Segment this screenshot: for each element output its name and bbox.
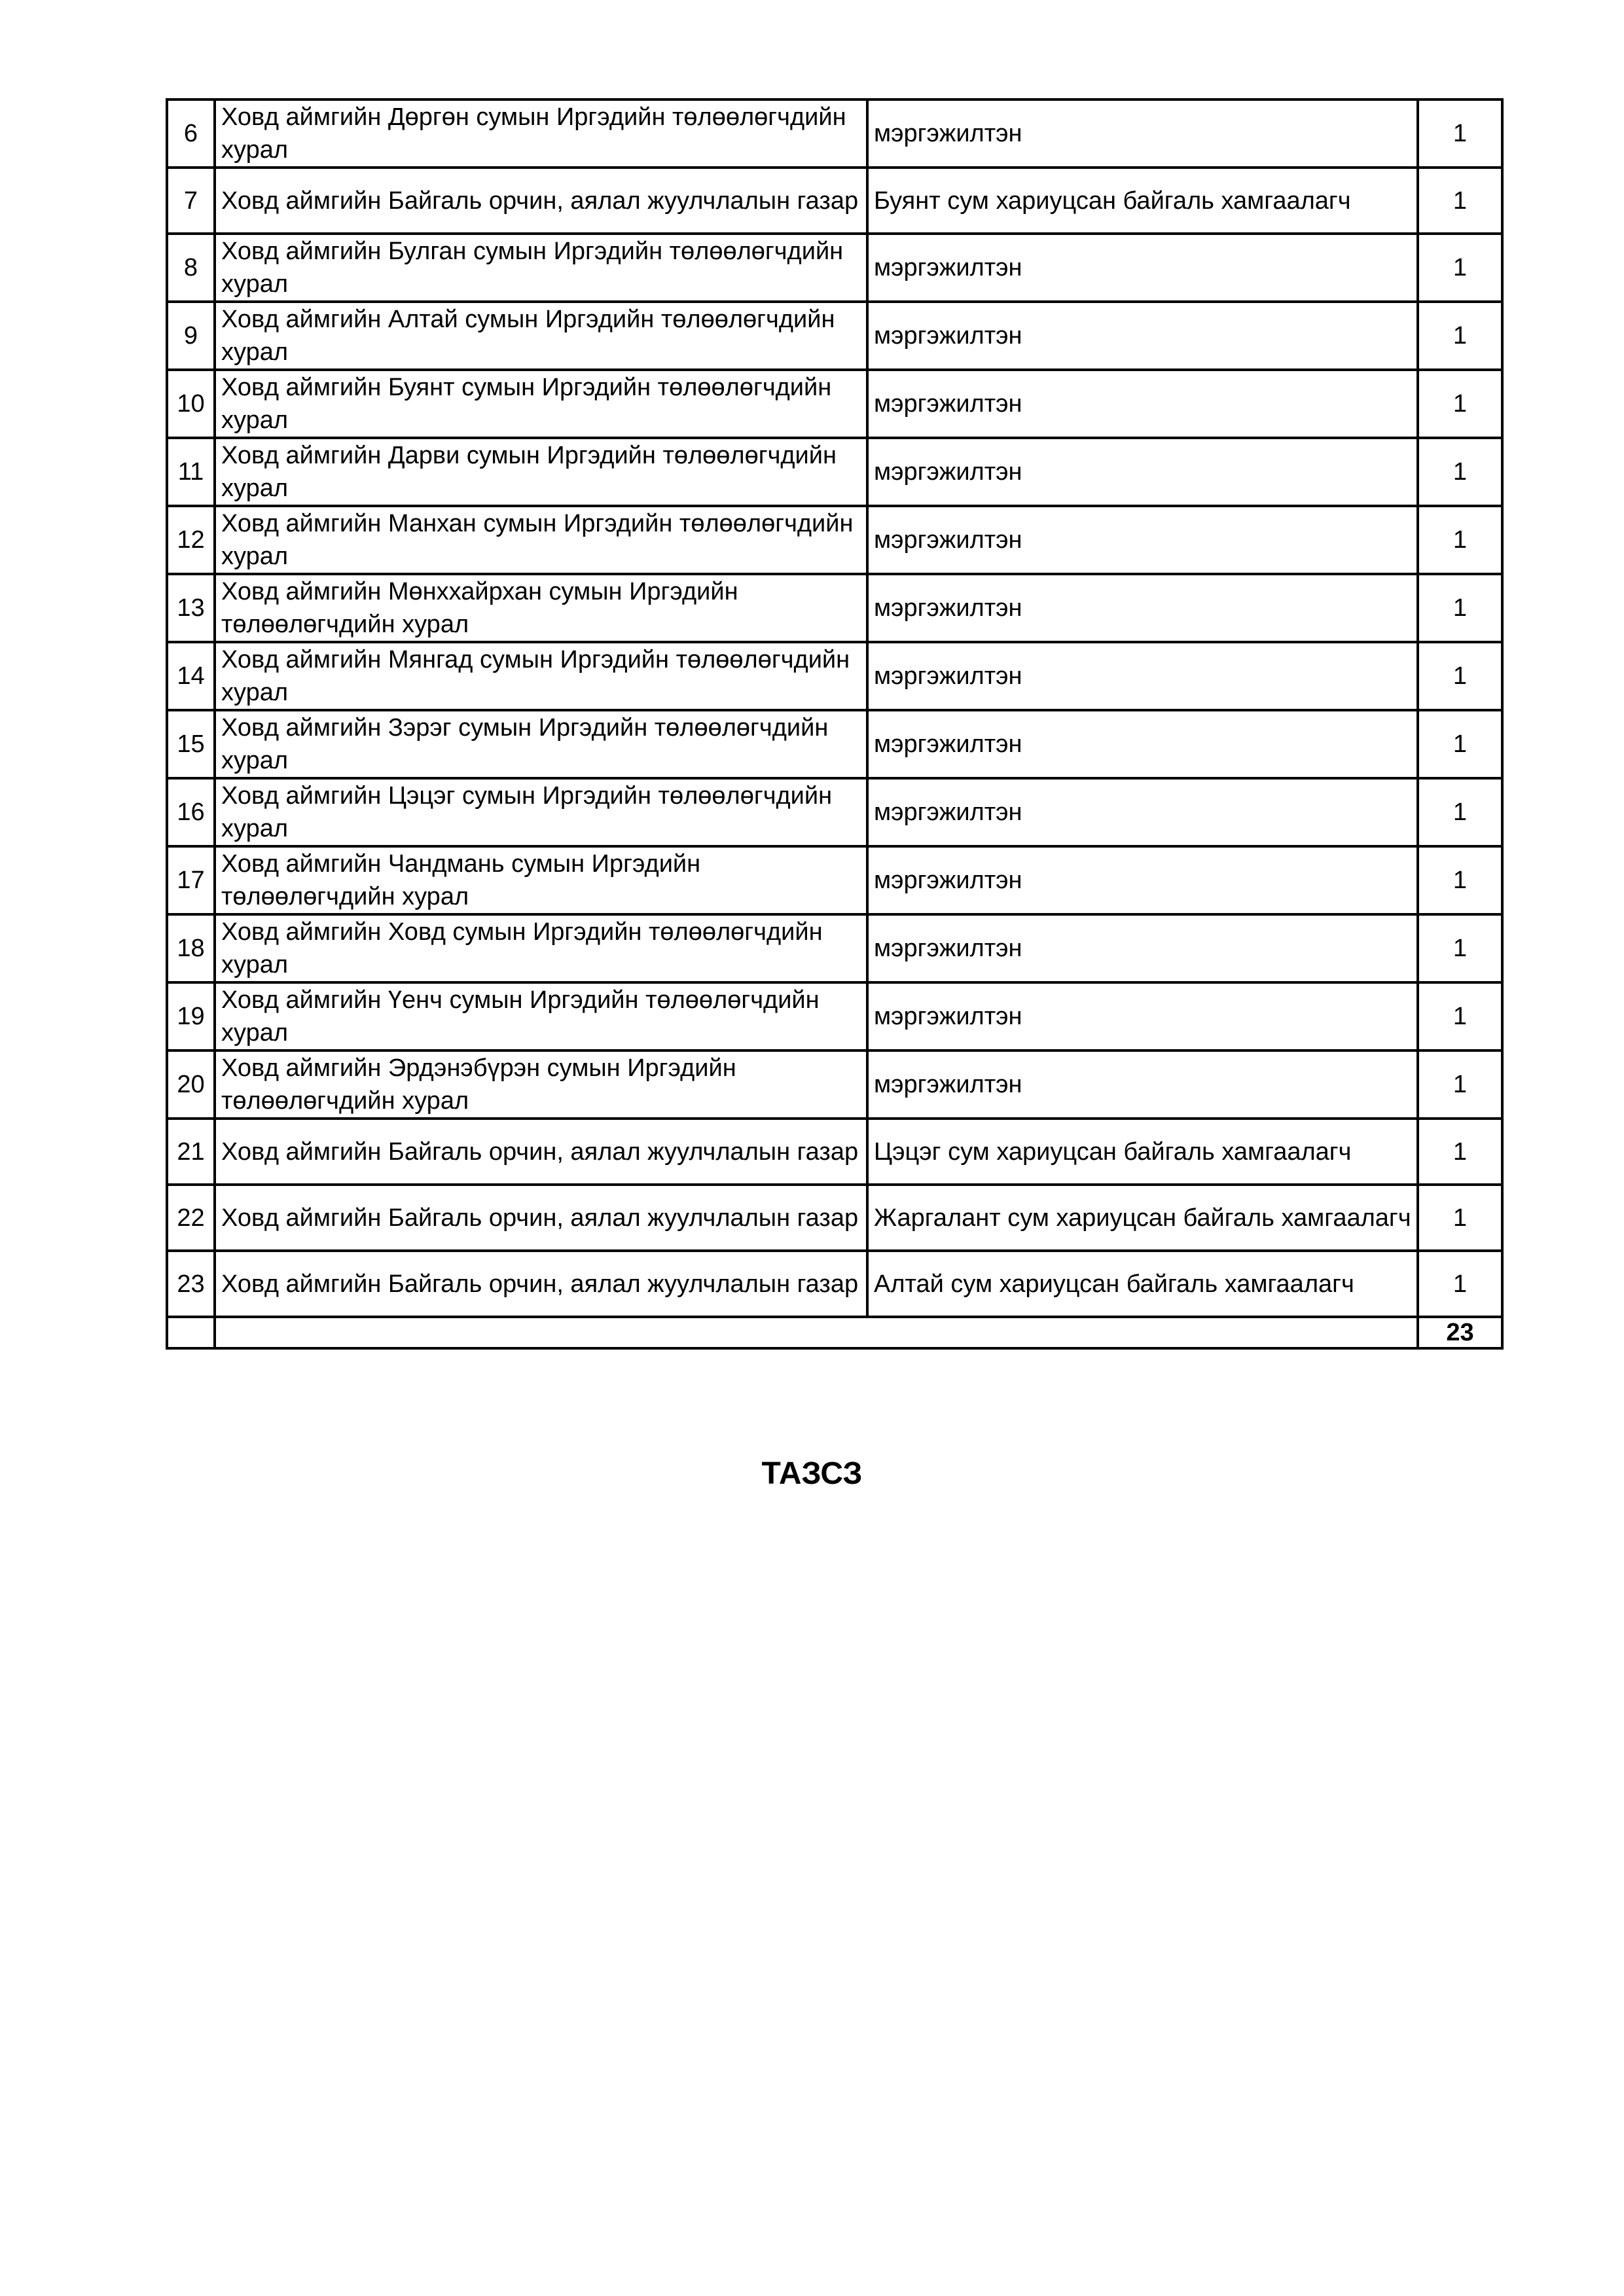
position-title: Жаргалант сум хариуцсан байгаль хамгаалагч bbox=[867, 1185, 1418, 1251]
position-count: 1 bbox=[1418, 438, 1502, 506]
position-count: 1 bbox=[1418, 168, 1502, 234]
table-row bbox=[167, 234, 1502, 302]
table-row bbox=[167, 778, 1502, 846]
organization-name: Ховд аймгийн Манхан сумын Иргэдийн төлөөлөгчдийн хурал bbox=[215, 506, 867, 574]
table-row bbox=[167, 914, 1502, 982]
table-row bbox=[167, 710, 1502, 778]
position-title: мэргэжилтэн bbox=[867, 914, 1418, 982]
position-count: 1 bbox=[1418, 302, 1502, 370]
position-title: Алтай сум хариуцсан байгаль хамгаалагч bbox=[867, 1251, 1418, 1317]
table-row bbox=[167, 99, 1502, 168]
organization-name: Ховд аймгийн Зэрэг сумын Иргэдийн төлөөлөгчдийн хурал bbox=[215, 710, 867, 778]
row-number: 21 bbox=[167, 1119, 215, 1185]
table-row bbox=[167, 168, 1502, 234]
position-count: 1 bbox=[1418, 1119, 1502, 1185]
row-number: 7 bbox=[167, 168, 215, 234]
positions-table bbox=[166, 98, 1504, 1350]
organization-name: Ховд аймгийн Дарви сумын Иргэдийн төлөөлөгчдийн хурал bbox=[215, 438, 867, 506]
total-row bbox=[167, 1317, 1502, 1348]
position-title: мэргэжилтэн bbox=[867, 99, 1418, 168]
document-abbreviation: ТАЗСЗ bbox=[761, 1456, 863, 1491]
position-count: 1 bbox=[1418, 642, 1502, 710]
table-row bbox=[167, 574, 1502, 642]
organization-name: Ховд аймгийн Байгаль орчин, аялал жуулчлалын газар bbox=[215, 1251, 867, 1317]
position-count: 1 bbox=[1418, 574, 1502, 642]
position-count: 1 bbox=[1418, 1050, 1502, 1119]
position-title: мэргэжилтэн bbox=[867, 982, 1418, 1050]
position-count: 1 bbox=[1418, 99, 1502, 168]
position-title: мэргэжилтэн bbox=[867, 642, 1418, 710]
total-empty-cell bbox=[167, 1317, 215, 1348]
organization-name: Ховд аймгийн Цэцэг сумын Иргэдийн төлөөлөгчдийн хурал bbox=[215, 778, 867, 846]
total-count: 23 bbox=[1418, 1317, 1502, 1348]
organization-name: Ховд аймгийн Үенч сумын Иргэдийн төлөөлөгчдийн хурал bbox=[215, 982, 867, 1050]
position-count: 1 bbox=[1418, 370, 1502, 438]
organization-name: Ховд аймгийн Булган сумын Иргэдийн төлөөлөгчдийн хурал bbox=[215, 234, 867, 302]
position-title: мэргэжилтэн bbox=[867, 506, 1418, 574]
position-title: Цэцэг сум хариуцсан байгаль хамгаалагч bbox=[867, 1119, 1418, 1185]
position-count: 1 bbox=[1418, 1251, 1502, 1317]
table-row bbox=[167, 506, 1502, 574]
position-title: мэргэжилтэн bbox=[867, 710, 1418, 778]
position-title: мэргэжилтэн bbox=[867, 1050, 1418, 1119]
organization-name: Ховд аймгийн Алтай сумын Иргэдийн төлөөлөгчдийн хурал bbox=[215, 302, 867, 370]
position-title: мэргэжилтэн bbox=[867, 234, 1418, 302]
table-row bbox=[167, 642, 1502, 710]
position-title: мэргэжилтэн bbox=[867, 302, 1418, 370]
total-label-cell bbox=[215, 1317, 1418, 1348]
position-count: 1 bbox=[1418, 778, 1502, 846]
position-count: 1 bbox=[1418, 506, 1502, 574]
organization-name: Ховд аймгийн Байгаль орчин, аялал жуулчлалын газар bbox=[215, 1185, 867, 1251]
position-title: мэргэжилтэн bbox=[867, 574, 1418, 642]
row-number: 9 bbox=[167, 302, 215, 370]
row-number: 10 bbox=[167, 370, 215, 438]
organization-name: Ховд аймгийн Буянт сумын Иргэдийн төлөөлөгчдийн хурал bbox=[215, 370, 867, 438]
organization-name: Ховд аймгийн Ховд сумын Иргэдийн төлөөлөгчдийн хурал bbox=[215, 914, 867, 982]
position-title: мэргэжилтэн bbox=[867, 778, 1418, 846]
row-number: 20 bbox=[167, 1050, 215, 1119]
row-number: 13 bbox=[167, 574, 215, 642]
organization-name: Ховд аймгийн Чандмань сумын Иргэдийн төлөөлөгчдийн хурал bbox=[215, 846, 867, 914]
organization-name: Ховд аймгийн Байгаль орчин, аялал жуулчлалын газар bbox=[215, 1119, 867, 1185]
positions-table-container bbox=[166, 98, 1501, 1350]
position-count: 1 bbox=[1418, 1185, 1502, 1251]
table-row bbox=[167, 1185, 1502, 1251]
row-number: 15 bbox=[167, 710, 215, 778]
organization-name: Ховд аймгийн Эрдэнэбүрэн сумын Иргэдийн төлөөлөгчдийн хурал bbox=[215, 1050, 867, 1119]
table-row bbox=[167, 438, 1502, 506]
organization-name: Ховд аймгийн Мөнххайрхан сумын Иргэдийн төлөөлөгчдийн хурал bbox=[215, 574, 867, 642]
organization-name: Ховд аймгийн Дөргөн сумын Иргэдийн төлөөлөгчдийн хурал bbox=[215, 99, 867, 168]
row-number: 14 bbox=[167, 642, 215, 710]
position-count: 1 bbox=[1418, 982, 1502, 1050]
row-number: 6 bbox=[167, 99, 215, 168]
row-number: 19 bbox=[167, 982, 215, 1050]
table-row bbox=[167, 302, 1502, 370]
table-row bbox=[167, 370, 1502, 438]
table-row bbox=[167, 982, 1502, 1050]
position-title: мэргэжилтэн bbox=[867, 438, 1418, 506]
position-count: 1 bbox=[1418, 846, 1502, 914]
row-number: 11 bbox=[167, 438, 215, 506]
table-row bbox=[167, 1050, 1502, 1119]
organization-name: Ховд аймгийн Байгаль орчин, аялал жуулчлалын газар bbox=[215, 168, 867, 234]
position-count: 1 bbox=[1418, 914, 1502, 982]
row-number: 12 bbox=[167, 506, 215, 574]
row-number: 22 bbox=[167, 1185, 215, 1251]
row-number: 8 bbox=[167, 234, 215, 302]
position-title: мэргэжилтэн bbox=[867, 370, 1418, 438]
row-number: 18 bbox=[167, 914, 215, 982]
position-title: Буянт сум хариуцсан байгаль хамгаалагч bbox=[867, 168, 1418, 234]
table-row bbox=[167, 1251, 1502, 1317]
position-title: мэргэжилтэн bbox=[867, 846, 1418, 914]
row-number: 17 bbox=[167, 846, 215, 914]
organization-name: Ховд аймгийн Мянгад сумын Иргэдийн төлөөлөгчдийн хурал bbox=[215, 642, 867, 710]
row-number: 23 bbox=[167, 1251, 215, 1317]
table-row bbox=[167, 1119, 1502, 1185]
position-count: 1 bbox=[1418, 234, 1502, 302]
table-body bbox=[167, 99, 1502, 1348]
table-row bbox=[167, 846, 1502, 914]
row-number: 16 bbox=[167, 778, 215, 846]
position-count: 1 bbox=[1418, 710, 1502, 778]
